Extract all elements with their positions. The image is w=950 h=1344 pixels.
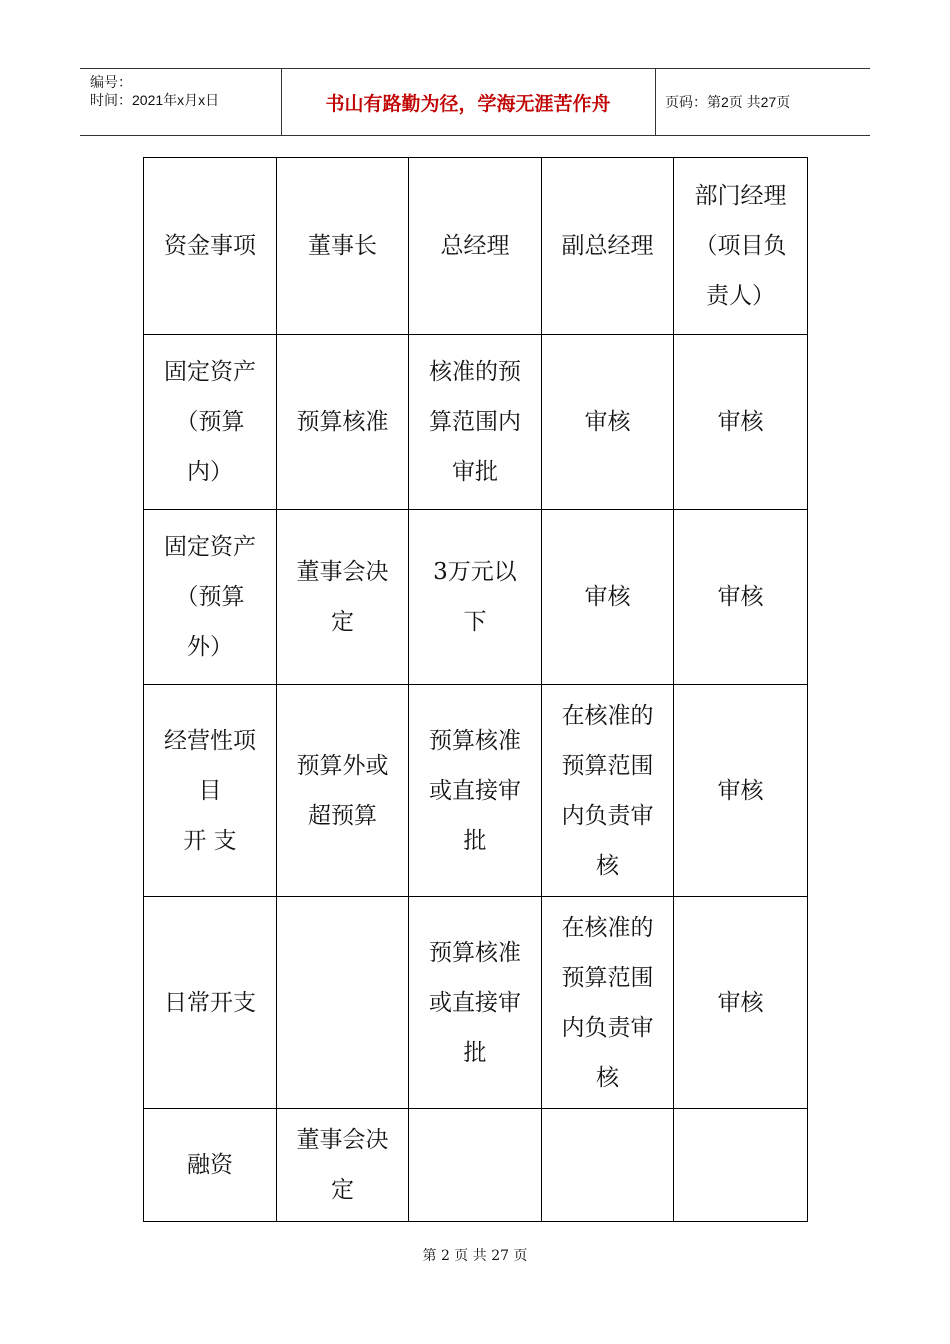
- table-cell: [674, 510, 808, 685]
- cell-text-line: （预算: [175, 409, 245, 435]
- table-cell: [542, 685, 674, 897]
- table-cell: [277, 510, 409, 685]
- cell-text-line: 在核准的: [561, 702, 654, 729]
- cell-text-line: 核: [596, 852, 619, 879]
- cell-text-line: 外）: [187, 634, 233, 660]
- column-header-cell: [542, 158, 674, 335]
- column-header-cell: [277, 158, 409, 335]
- table-cell: [277, 1109, 409, 1222]
- table-cell: [144, 897, 277, 1109]
- cell-text-line: 预算范围: [561, 752, 654, 779]
- cell-text-line: 定: [331, 1177, 354, 1203]
- cell-text-line: 审核: [717, 989, 764, 1016]
- cell-text-line: 核: [596, 1064, 619, 1091]
- cell-text-line: （预算: [175, 584, 245, 610]
- column-header-cell: [409, 158, 542, 335]
- table-cell: [674, 897, 808, 1109]
- table-cell: [409, 897, 542, 1109]
- cell-text-line: 固定资产: [164, 359, 256, 385]
- cell-text-line: 预算范围: [561, 964, 654, 991]
- cell-text-line: 经营性项: [164, 727, 256, 754]
- document-number-label: 编号：: [90, 74, 132, 90]
- table-body: [144, 158, 808, 1222]
- table-cell: [277, 335, 409, 510]
- header-meta: [90, 73, 219, 109]
- table-cell: [542, 1109, 674, 1222]
- cell-text-line: 审核: [717, 777, 764, 804]
- cell-text-line: 开 支: [183, 827, 237, 854]
- table-cell: [409, 510, 542, 685]
- table-row: [144, 510, 808, 685]
- table-row: [144, 897, 808, 1109]
- cell-text-line: 预算核准: [429, 939, 521, 966]
- table-cell: [542, 510, 674, 685]
- cell-text-line: 审批: [452, 459, 498, 485]
- header-page-info: 页码：第2页 共27页: [665, 94, 791, 110]
- table-cell: [674, 1109, 808, 1222]
- cell-text-line: 董事会决: [296, 559, 389, 585]
- table-cell: [542, 335, 674, 510]
- table-cell: [277, 897, 409, 1109]
- cell-text-line: 超预算: [308, 802, 377, 829]
- table-row: [144, 1109, 808, 1222]
- cell-text-line: 核准的预: [429, 359, 521, 385]
- cell-text-line: 总经理: [440, 233, 510, 259]
- table-cell: [144, 335, 277, 510]
- table-row: [144, 335, 808, 510]
- header-motto: 书山有路勤为径，学海无涯苦作舟: [325, 92, 611, 115]
- cell-text-line: 董事会决: [296, 1127, 389, 1153]
- table-header-row: [144, 158, 808, 335]
- cell-text-line: 资金事项: [164, 233, 256, 259]
- cell-text-line: 3万元以: [433, 559, 517, 585]
- document-time-label: 时间：2021年x月x日: [90, 92, 220, 108]
- cell-text-line: 董事长: [308, 233, 377, 259]
- cell-text-line: 部门经理: [694, 183, 787, 209]
- table-cell: [144, 510, 277, 685]
- cell-text-line: 责人）: [706, 283, 775, 309]
- cell-text-line: 算范围内: [429, 409, 521, 435]
- cell-text-line: 在核准的: [561, 914, 654, 941]
- cell-text-line: 预算核准: [429, 727, 521, 754]
- cell-text-line: 日常开支: [164, 989, 256, 1016]
- cell-text-line: 批: [463, 827, 487, 854]
- cell-text-line: 审核: [584, 584, 631, 610]
- column-header-cell: [674, 158, 808, 335]
- table-cell: [674, 685, 808, 897]
- table-cell: [144, 1109, 277, 1222]
- table-cell: [674, 335, 808, 510]
- cell-text-line: 内负责审: [561, 1014, 654, 1041]
- cell-text-line: 内负责审: [561, 802, 654, 829]
- cell-text-line: 预算核准: [296, 409, 389, 435]
- cell-text-line: 固定资产: [164, 534, 256, 560]
- cell-text-line: 副总经理: [561, 233, 654, 259]
- cell-text-line: 批: [463, 1039, 487, 1066]
- table-cell: [409, 335, 542, 510]
- fund-approval-table: [143, 157, 808, 1222]
- cell-text-line: 或直接审: [429, 777, 521, 804]
- header-divider-right: [655, 69, 656, 135]
- cell-text-line: 定: [331, 609, 354, 635]
- cell-text-line: 融资: [187, 1152, 233, 1178]
- page-footer: 第 2 页 共 27 页: [422, 1248, 528, 1264]
- column-header-cell: [144, 158, 277, 335]
- cell-text-line: （项目负: [694, 233, 787, 259]
- table-cell: [144, 685, 277, 897]
- table-cell: [409, 685, 542, 897]
- table-row: [144, 685, 808, 897]
- cell-text-line: 审核: [717, 409, 764, 435]
- cell-text-line: 审核: [717, 584, 764, 610]
- table-cell: [409, 1109, 542, 1222]
- cell-text-line: 审核: [584, 409, 631, 435]
- cell-text-line: 下: [463, 609, 487, 635]
- cell-text-line: 目: [198, 777, 222, 804]
- page-header: [80, 68, 870, 136]
- table-cell: [277, 685, 409, 897]
- cell-text-line: 预算外或: [296, 752, 389, 779]
- cell-text-line: 内）: [187, 459, 233, 485]
- table-cell: [542, 897, 674, 1109]
- cell-text-line: 或直接审: [429, 989, 521, 1016]
